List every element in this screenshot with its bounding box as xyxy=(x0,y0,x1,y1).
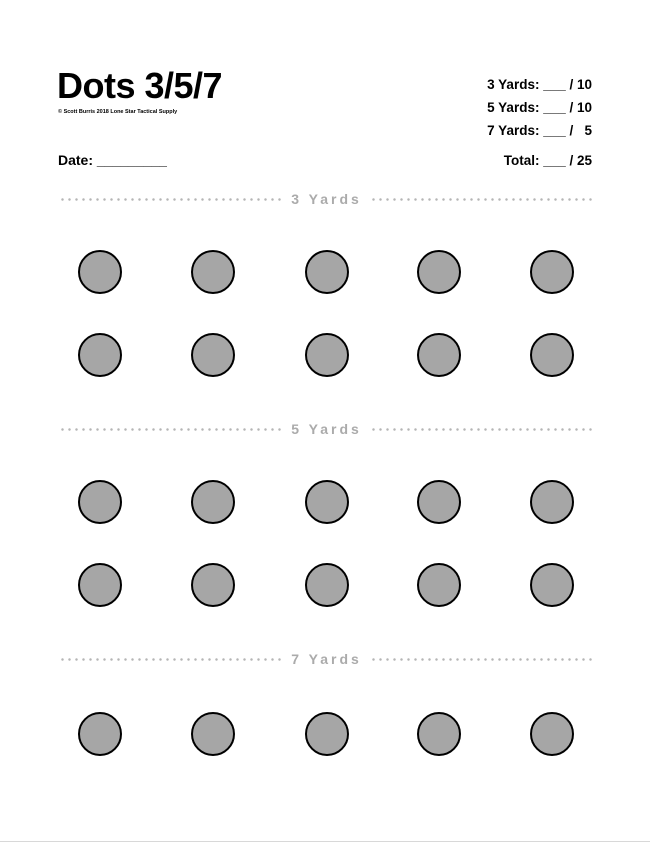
target-dot xyxy=(417,563,461,607)
target-dot xyxy=(530,480,574,524)
target-dot xyxy=(417,250,461,294)
target-dot xyxy=(191,333,235,377)
target-dot xyxy=(78,250,122,294)
target-dot xyxy=(417,712,461,756)
target-dot xyxy=(78,563,122,607)
target-dot xyxy=(305,333,349,377)
target-dot xyxy=(417,333,461,377)
section-divider-5-yards xyxy=(59,421,594,437)
dotted-rule xyxy=(370,658,594,661)
target-dot xyxy=(191,250,235,294)
target-dot xyxy=(305,250,349,294)
section-label: 7 Yards xyxy=(291,651,362,667)
target-dot xyxy=(191,480,235,524)
target-dot xyxy=(78,480,122,524)
dotted-rule xyxy=(59,658,283,661)
section-label: 5 Yards xyxy=(291,421,362,437)
target-dot xyxy=(191,712,235,756)
target-dot xyxy=(305,480,349,524)
target-dot xyxy=(191,563,235,607)
target-dot xyxy=(305,712,349,756)
page-title: Dots 3/5/7 xyxy=(57,65,223,106)
score-total: Total: ___ / 25 xyxy=(503,153,592,168)
section-divider-7-yards xyxy=(59,651,594,667)
copyright-notice: © Scott Burris 2018 Lone Star Tactical Supply xyxy=(58,109,178,115)
dotted-rule xyxy=(59,198,283,201)
target-dot xyxy=(530,250,574,294)
target-dot xyxy=(530,712,574,756)
target-dot xyxy=(417,480,461,524)
score-5-yards: 5 Yards: ___ / 10 xyxy=(487,100,592,115)
target-dot xyxy=(530,563,574,607)
dotted-rule xyxy=(59,428,283,431)
section-divider-3-yards xyxy=(59,191,594,207)
dotted-rule xyxy=(370,428,594,431)
target-dot xyxy=(78,333,122,377)
dotted-rule xyxy=(370,198,594,201)
target-dot xyxy=(530,333,574,377)
score-7-yards: 7 Yards: ___ / 5 xyxy=(487,123,592,138)
target-dot xyxy=(305,563,349,607)
section-label: 3 Yards xyxy=(291,191,362,207)
page-bottom-rule xyxy=(0,841,650,842)
date-field: Date: _________ xyxy=(58,152,167,168)
target-dot xyxy=(78,712,122,756)
score-3-yards: 3 Yards: ___ / 10 xyxy=(487,77,592,92)
